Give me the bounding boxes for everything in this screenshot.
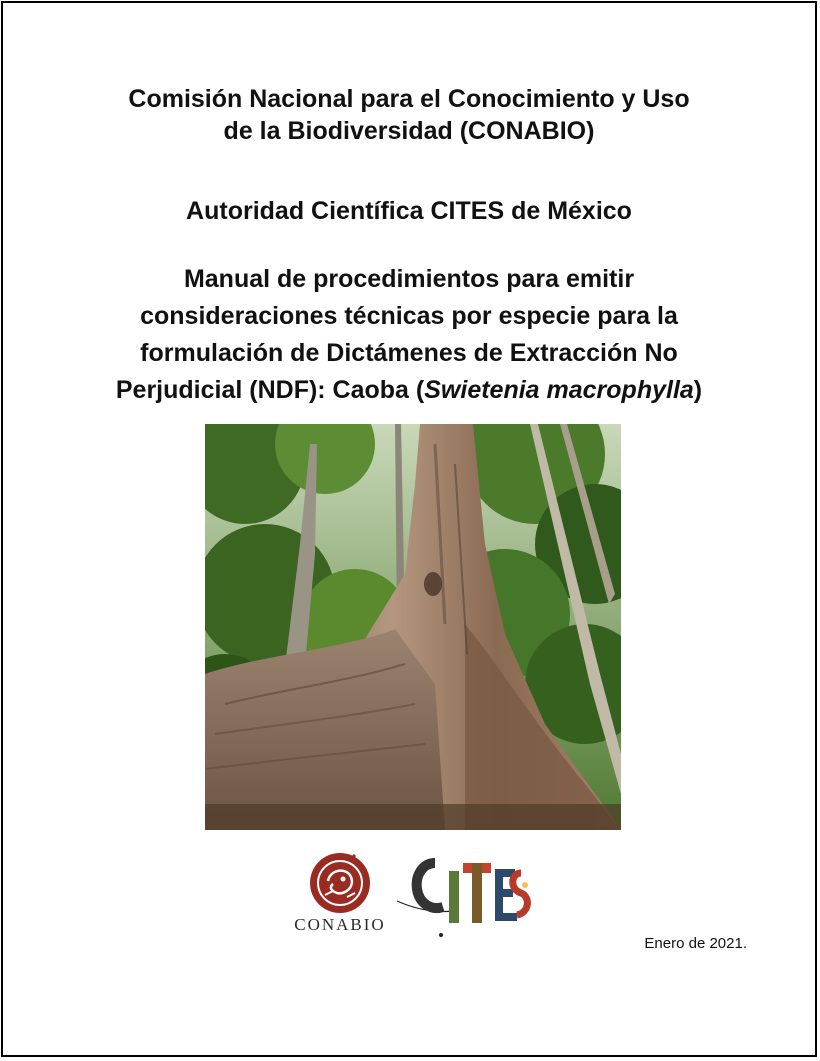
conabio-wordmark: CONABIO bbox=[294, 915, 386, 934]
manual-title-line-4-prefix: Perjudicial (NDF): Caoba ( bbox=[115, 376, 425, 404]
mahogany-tree-photo bbox=[205, 424, 621, 830]
manual-title-line-4 bbox=[3, 372, 815, 409]
cites-logo bbox=[395, 849, 537, 939]
manual-title bbox=[3, 261, 815, 409]
organization-line-2: de la Biodiversidad (CONABIO) bbox=[223, 117, 595, 145]
publication-date: Enero de 2021. bbox=[644, 935, 747, 952]
tree-photo-illustration bbox=[205, 424, 621, 830]
document-cover-page bbox=[1, 1, 817, 1057]
manual-title-line-4-suffix: ) bbox=[693, 376, 703, 404]
organization-heading bbox=[3, 83, 815, 147]
conabio-emblem-icon bbox=[285, 851, 395, 915]
organization-line-1: Comisión Nacional para el Conocimiento y Uso bbox=[128, 85, 690, 113]
manual-title-line-3: formulación de Dictámenes de Extracción No bbox=[140, 339, 678, 367]
authority-heading: Autoridad Científica CITES de México bbox=[186, 197, 632, 225]
cites-emblem-icon bbox=[395, 849, 537, 939]
species-name: Swietenia macrophylla bbox=[424, 376, 694, 404]
manual-title-line-2: consideraciones técnicas por especie para la bbox=[140, 302, 678, 330]
manual-title-line-1: Manual de procedimientos para emitir bbox=[183, 265, 635, 293]
conabio-logo bbox=[285, 851, 395, 941]
